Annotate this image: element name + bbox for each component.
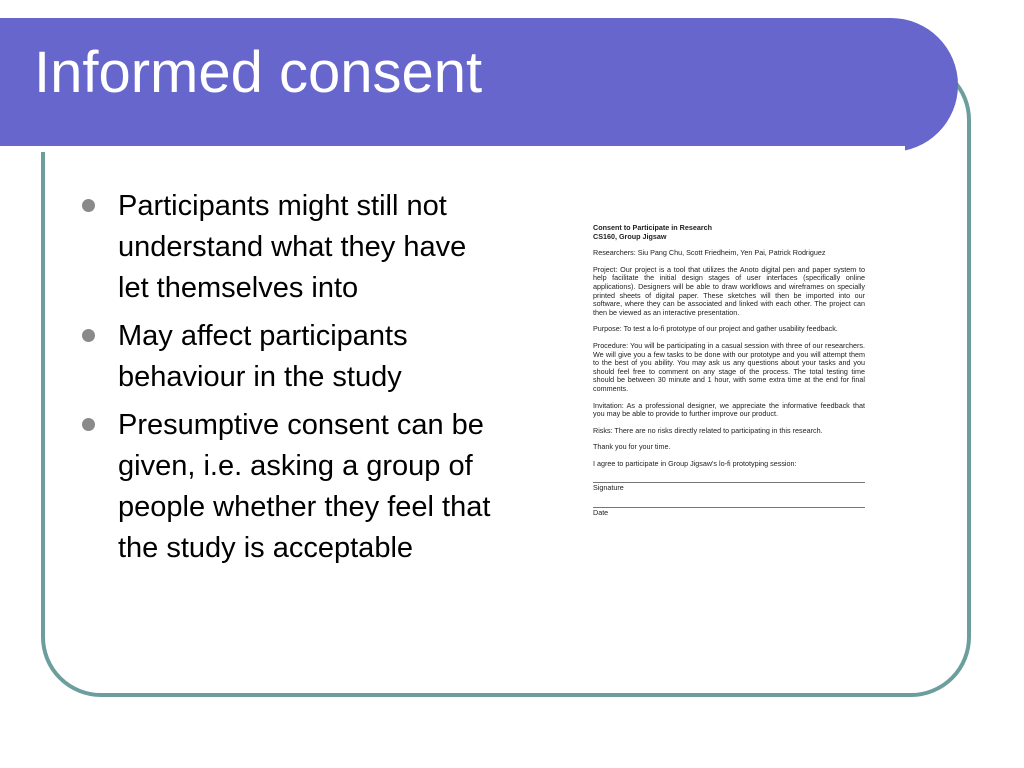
- consent-form-title: Consent to Participate in Research: [593, 223, 713, 232]
- consent-form-invitation: Invitation: As a professional designer, we appreciate the informative feedback that you may be able to provide to further improve our product.: [593, 400, 865, 419]
- consent-form-project: Project: Our project is a tool that utilizes the Anoto digital pen and paper system to help facilitate the initial design stages of user interfaces (specifically online applications). Designers will be able to draw workflows and wireframes on specially printed sheets of digital paper. These sketches will then be imported into our software, where they can be associated and linked with each other. The project can then be viewed as an interactive presentation.: [593, 264, 865, 317]
- bullet-list: [80, 186, 500, 576]
- consent-form-image: [593, 224, 865, 524]
- consent-form-purpose: Purpose: To test a lo-fi prototype of our project and gather usability feedback.: [593, 324, 838, 334]
- consent-form-procedure: Procedure: You will be participating in a casual session with three of our researchers. We will give you a few tasks to be done with our prototype and you will attempt them to the best of you ability. You may ask us any questions about your tasks and you should feel free to comment on any stage of the process. The total testing time should be between 30 minute and 1 hour, with some extra time at the end for final comments.: [593, 340, 865, 393]
- slide-title: Informed consent: [34, 40, 483, 105]
- bullet-text: May affect participants behaviour in the study: [118, 320, 408, 393]
- date-line: [593, 507, 865, 508]
- bullet-dot-icon: [82, 199, 95, 212]
- date-label: Date: [593, 508, 609, 518]
- signature-line: [593, 482, 865, 483]
- title-underline: [0, 146, 905, 152]
- consent-form-thanks: Thank you for your time.: [593, 442, 671, 452]
- bullet-text: Presumptive consent can be given, i.e. asking a group of people whether they feel that the study is acceptable: [118, 409, 491, 564]
- consent-form-researchers: Researchers: Siu Pang Chu, Scott Friedheim, Yen Pai, Patrick Rodriguez: [593, 248, 826, 258]
- consent-form-subtitle: CS160, Group Jigsaw: [593, 231, 667, 241]
- bullet-dot-icon: [82, 418, 95, 431]
- consent-form-agreement: I agree to participate in Group Jigsaw's lo-fi prototyping session:: [593, 458, 797, 468]
- bullet-item: [80, 405, 500, 569]
- bullet-dot-icon: [82, 329, 95, 342]
- consent-form-risks: Risks: There are no risks directly related to participating in this research.: [593, 425, 823, 435]
- signature-label: Signature: [593, 483, 624, 493]
- bullet-item: [80, 316, 500, 398]
- bullet-item: [80, 186, 500, 309]
- bullet-text: Participants might still not understand what they have let themselves into: [118, 190, 467, 304]
